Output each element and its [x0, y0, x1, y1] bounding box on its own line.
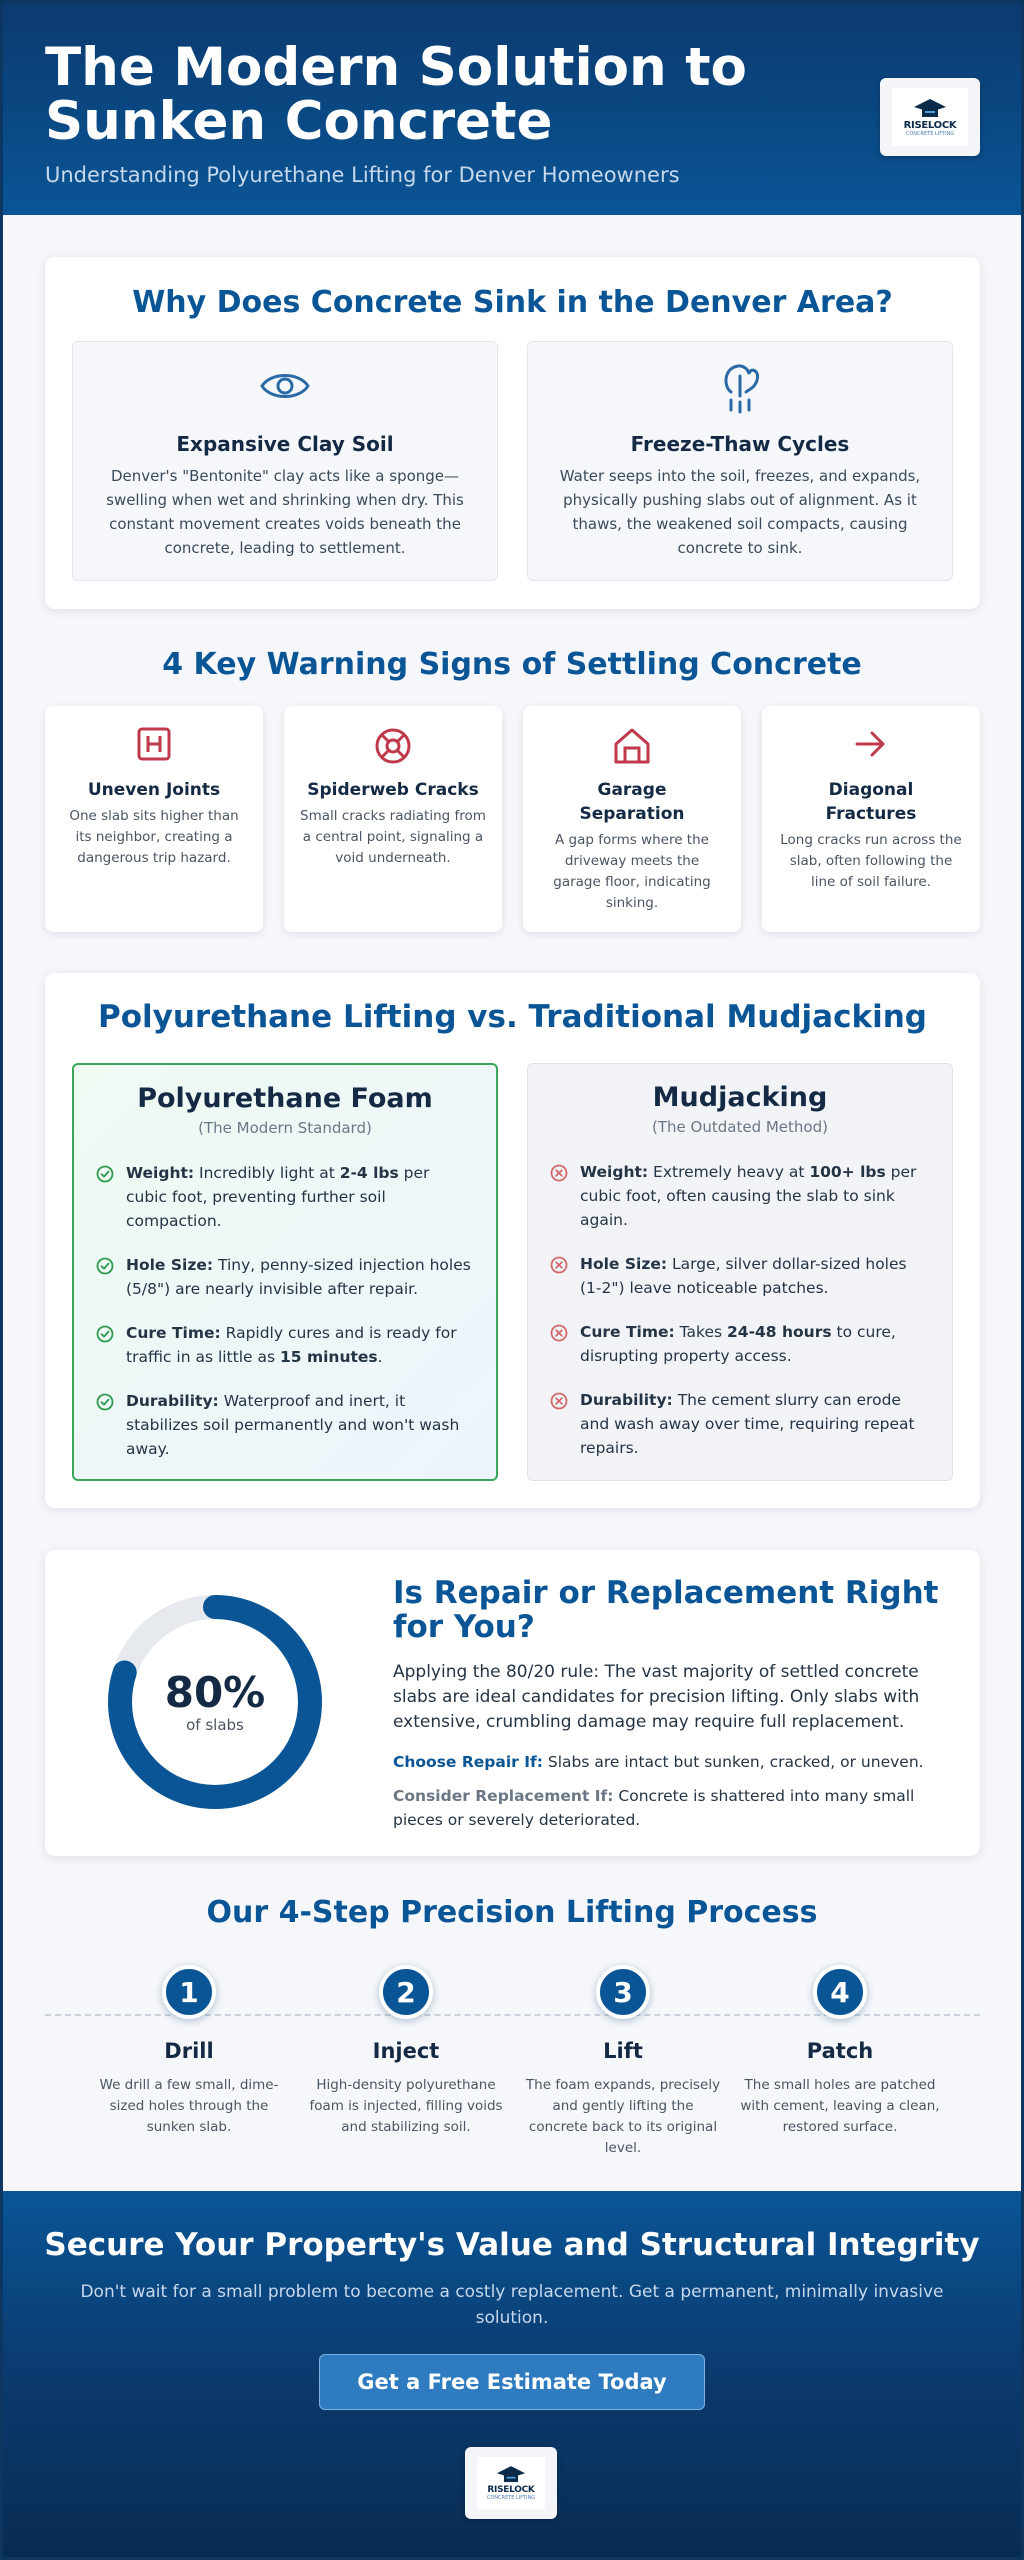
step-title: Inject: [372, 2039, 440, 2063]
eye-icon: [259, 366, 311, 406]
page-subtitle: Understanding Polyurethane Lifting for Denver Homeowners: [45, 163, 680, 187]
x-circle-icon: [550, 1256, 568, 1274]
warning-sign-card: [284, 706, 502, 932]
repair-body: Applying the 80/20 rule: The vast majority of settled concrete slabs are ideal candidates for precision lifting. Only slabs with extensive, crumbling damage may require full replacement.: [393, 1662, 920, 1732]
sign-text: A gap forms where the driveway meets the garage floor, indicating sinking.: [553, 832, 711, 911]
causes-title: Why Does Concrete Sink in the Denver Area?: [132, 285, 893, 320]
poly-item: Weight: Incredibly light at 2-4 lbs per cubic foot, preventing further soil compaction.: [96, 1161, 474, 1233]
uneven-joint-icon: [136, 726, 172, 762]
process-title: Our 4-Step Precision Lifting Process: [206, 1895, 818, 1930]
sign-title: Spiderweb Cracks: [307, 780, 479, 800]
logo-name: RISELOCK: [903, 119, 957, 131]
sign-text: Small cracks radiating from a central point, signaling a void underneath.: [300, 808, 486, 866]
cause-text: Denver's "Bentonite" clay acts like a sponge—swelling when wet and shrinking when dry. This constant movement creates voids beneath the concrete, leading to settlement.: [106, 467, 464, 557]
step-number: 4: [813, 1965, 867, 2019]
poly-item: Hole Size: Tiny, penny-sized injection holes (5/8") are nearly invisible after repair.: [96, 1253, 474, 1301]
percent-caption: of slabs: [186, 1716, 244, 1734]
logo-tagline: CONCRETE LIFTING: [905, 130, 955, 137]
mud-item: Hole Size: Large, silver dollar-sized holes (1-2") leave noticeable patches.: [550, 1252, 930, 1300]
causes-section: [45, 257, 980, 609]
mudjacking-card: [527, 1063, 953, 1481]
poly-list: [96, 1161, 474, 1481]
step-number: 3: [596, 1965, 650, 2019]
poly-title: Polyurethane Foam: [137, 1083, 433, 1114]
repair-title: Is Repair or Replacement Right for You?: [393, 1575, 939, 1645]
arrow-right-icon: [853, 726, 889, 762]
step-text: The foam expands, precisely and gently lifting the concrete back to its original level.: [525, 2077, 721, 2156]
mud-title: Mudjacking: [652, 1082, 828, 1113]
sign-title: Diagonal Fractures: [825, 780, 917, 824]
logo-mark-icon: [913, 98, 947, 120]
repair-section: [45, 1550, 980, 1856]
repair-condition: Choose Repair If: Slabs are intact but sunken, cracked, or uneven.: [393, 1753, 924, 1771]
step-text: We drill a few small, dime-sized holes through the sunken slab.: [99, 2077, 279, 2135]
mud-item: Weight: Extremely heavy at 100+ lbs per cubic foot, often causing the slab to sink again.: [550, 1160, 930, 1232]
poly-item: Cure Time: Rapidly cures and is ready for traffic in as little as 15 minutes.: [96, 1321, 474, 1369]
check-circle-icon: [96, 1257, 114, 1275]
melting-ice-icon: [718, 362, 762, 414]
signs-title: 4 Key Warning Signs of Settling Concrete: [162, 647, 862, 682]
footer-logo: [465, 2447, 557, 2519]
cause-text: Water seeps into the soil, freezes, and expands, physically pushing slabs out of alignment. As it thaws, the weakened soil compacts, causing concrete to sink.: [559, 467, 921, 557]
step-number: 2: [379, 1965, 433, 2019]
cause-card: [72, 341, 498, 581]
comparison-title: Polyurethane Lifting vs. Traditional Mudjacking: [98, 999, 927, 1035]
poly-subtitle: (The Modern Standard): [198, 1119, 372, 1137]
mud-list: [550, 1160, 930, 1480]
step-title: Lift: [603, 2039, 643, 2063]
comparison-section: [45, 973, 980, 1508]
cause-card: [527, 341, 953, 581]
replace-condition: Consider Replacement If: Concrete is shattered into many small pieces or severely deteriorated.: [393, 1787, 915, 1829]
step-title: Drill: [164, 2039, 214, 2063]
footer-text: Don't wait for a small problem to become a costly replacement. Get a permanent, minimally invasive solution.: [80, 2282, 944, 2328]
mud-subtitle: (The Outdated Method): [652, 1118, 828, 1136]
sign-text: Long cracks run across the slab, often following the line of soil failure.: [780, 832, 962, 890]
check-circle-icon: [96, 1325, 114, 1343]
logo-mark-icon: [496, 2465, 526, 2485]
x-circle-icon: [550, 1324, 568, 1342]
garage-icon: [612, 726, 652, 766]
check-circle-icon: [96, 1165, 114, 1183]
header-logo: [880, 78, 980, 156]
x-circle-icon: [550, 1164, 568, 1182]
polyurethane-card: [72, 1063, 498, 1481]
check-circle-icon: [96, 1393, 114, 1411]
poly-item: Durability: Waterproof and inert, it stabilizes soil permanently and won't wash away.: [96, 1389, 474, 1461]
spiderweb-crack-icon: [373, 726, 413, 766]
hero-header: [3, 3, 1021, 215]
step-text: The small holes are patched with cement, leaving a clean, restored surface.: [740, 2077, 940, 2135]
step-title: Patch: [806, 2039, 874, 2063]
footer-cta-section: [3, 2191, 1021, 2560]
sign-title: Uneven Joints: [87, 780, 221, 800]
sign-title: Garage Separation: [579, 780, 685, 824]
logo-tagline: CONCRETE LIFTING: [486, 2495, 536, 2501]
sign-text: One slab sits higher than its neighbor, creating a dangerous trip hazard.: [69, 808, 239, 866]
footer-title: Secure Your Property's Value and Structural Integrity: [44, 2227, 980, 2263]
warning-sign-card: [762, 706, 980, 932]
step-text: High-density polyurethane foam is injected, filling voids and stabilizing soil.: [309, 2077, 503, 2135]
mud-item: Durability: The cement slurry can erode and wash away over time, requiring repeat repairs.: [550, 1388, 930, 1460]
warning-sign-card: [45, 706, 263, 932]
x-circle-icon: [550, 1392, 568, 1410]
free-estimate-button[interactable]: Get a Free Estimate Today: [319, 2354, 705, 2410]
page-title: The Modern Solution to Sunken Concrete: [45, 37, 747, 152]
cause-title: Expansive Clay Soil: [176, 432, 394, 456]
warning-sign-card: [523, 706, 741, 932]
logo-name: RISELOCK: [487, 2485, 535, 2495]
step-number: 1: [162, 1965, 216, 2019]
percent-value: 80%: [164, 1668, 266, 1717]
mud-item: Cure Time: Takes 24-48 hours to cure, disrupting property access.: [550, 1320, 930, 1368]
cause-title: Freeze-Thaw Cycles: [630, 432, 850, 456]
